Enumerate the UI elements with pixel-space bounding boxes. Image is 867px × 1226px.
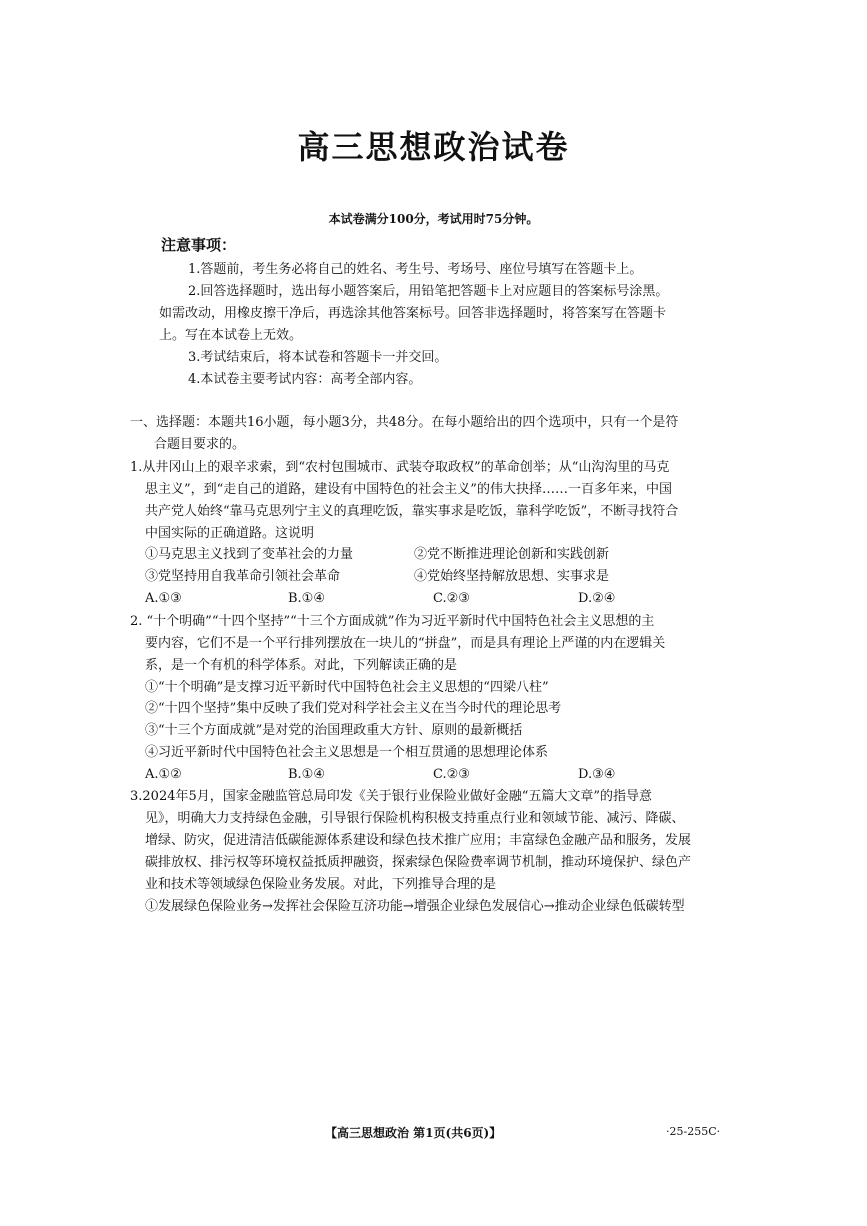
notice-item: 上。写在本试卷上无效。 xyxy=(159,328,303,343)
question-3-stem: 业和技术等领域绿色保险业务发展。对此，下列推导合理的是 xyxy=(145,877,497,892)
question-2-statement: ②“十四个坚持”集中反映了我们党对科学社会主义在当今时代的理论思考 xyxy=(145,701,562,716)
question-2-stem: 系，是一个有机的科学体系。对此，下列解读正确的是 xyxy=(145,658,458,673)
question-1-option-b: B.①④ xyxy=(288,591,325,606)
notice-item: 3.考试结束后，将本试卷和答题卡一并交回。 xyxy=(188,350,448,365)
question-1-option-a: A.①③ xyxy=(145,591,182,606)
question-2-statement: ④习近平新时代中国特色社会主义思想是一个相互贯通的思想理论体系 xyxy=(145,745,549,760)
question-3-stem: 增绿、防灾，促进清洁低碳能源体系建设和绿色技术推广应用；丰富绿色金融产品和服务，发展 xyxy=(145,833,692,848)
question-1-stem: 思主义”，到“走自己的道路，建设有中国特色的社会主义”的伟大抉择……一百多年来，中国 xyxy=(145,482,672,497)
question-2-statement: ①“十个明确”是支撑习近平新时代中国特色社会主义思想的“四梁八柱” xyxy=(145,680,549,695)
section-heading: 一、选择题：本题共16小题，每小题3分，共48分。在每小题给出的四个选项中，只有一个是符 xyxy=(130,415,679,430)
question-3-stem: 3.2024年5月，国家金融监管总局印发《关于银行业保险业做好金融“五篇大文章”的指导意 xyxy=(130,789,653,804)
question-1-stem: 1.从井冈山上的艰辛求索，到“农村包围城市、武装夺取政权”的革命创举；从“山沟沟里的马克 xyxy=(130,460,670,475)
question-3-stem: 见》，明确大力支持绿色金融，引导银行保险机构积极支持重点行业和领域节能、减污、降碳、 xyxy=(145,811,685,826)
question-1-stem: 中国实际的正确道路。这说明 xyxy=(145,526,315,541)
question-2-option-d: D.③④ xyxy=(578,767,616,782)
question-2-option-c: C.②③ xyxy=(433,767,470,782)
question-2-option-b: B.①④ xyxy=(288,767,325,782)
notice-item: 2.回答选择题时，选出每小题答案后，用铅笔把答题卡上对应题目的答案标号涂黑。 xyxy=(188,284,669,299)
page-footer: 【高三思想政治 第1页(共6页)】 xyxy=(325,1126,502,1140)
notice-item: 4.本试卷主要考试内容：高考全部内容。 xyxy=(188,372,422,387)
question-3-statement: ①发展绿色保险业务→发挥社会保险互济功能→增强企业绿色发展信心→推动企业绿色低碳转型 xyxy=(145,899,685,914)
notice-heading: 注意事项： xyxy=(161,236,237,254)
exam-info: 本试卷满分100分，考试用时75分钟。 xyxy=(328,212,539,226)
question-2-statement: ③“十三个方面成就”是对党的治国理政重大方针、原则的最新概括 xyxy=(145,723,523,738)
question-1-statement: ④党始终坚持解放思想、实事求是 xyxy=(414,569,610,584)
question-1-option-d: D.②④ xyxy=(578,591,616,606)
notice-item: 如需改动，用橡皮擦干净后，再选涂其他答案标号。回答非选择题时，将答案写在答题卡 xyxy=(159,306,667,321)
question-1-statement: ②党不断推进理论创新和实践创新 xyxy=(414,547,610,562)
question-2-stem: 要内容，它们不是一个平行排列摆放在一块儿的“拼盘”，而是具有理论上严谨的内在逻辑关 xyxy=(145,636,666,651)
notice-item: 1.答题前，考生务必将自己的姓名、考生号、考场号、座位号填写在答题卡上。 xyxy=(188,262,643,277)
question-3-stem: 碳排放权、排污权等环境权益抵质押融资，探索绿色保险费率调节机制，推动环境保护、绿色产 xyxy=(145,855,692,870)
question-2-option-a: A.①② xyxy=(145,767,182,782)
question-2-stem: 2. “十个明确”“十四个坚持”“十三个方面成就”作为习近平新时代中国特色社会主义思想的主 xyxy=(130,614,655,629)
section-heading-cont: 合题目要求的。 xyxy=(154,437,246,452)
question-1-stem: 共产党人始终“靠马克思列宁主义的真理吃饭，靠实事求是吃饭，靠科学吃饭”，不断寻找符合 xyxy=(145,504,679,519)
page-title: 高三思想政治试卷 xyxy=(297,128,570,166)
question-1-option-c: C.②③ xyxy=(433,591,470,606)
question-1-statement: ③党坚持用自我革命引领社会革命 xyxy=(145,569,341,584)
question-1-statement: ①马克思主义找到了变革社会的力量 xyxy=(145,547,354,562)
paper-code: ·25-255C· xyxy=(666,1125,721,1138)
